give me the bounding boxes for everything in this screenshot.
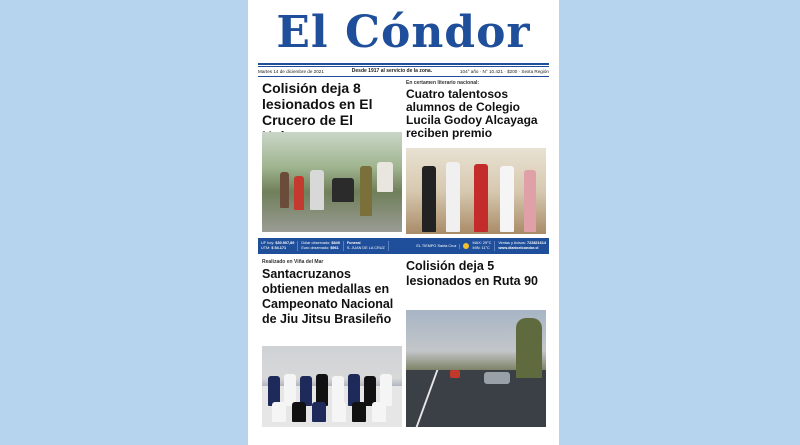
newspaper-front-page [248,0,559,445]
uf-value: $30.907,89 [275,241,295,245]
dateline [258,67,549,75]
contact-info [495,241,549,251]
dateline-motto: Desde 1917 al servicio de la zona. [351,68,433,74]
dolar-value: $849 [331,241,340,245]
info-bar [258,238,549,254]
weather-info [413,244,460,249]
dateline-date: Martes 14 de diciembre de 2021 [258,68,324,74]
utm-value: $ 54.171 [271,246,287,250]
masthead-rule [258,63,549,65]
story-2[interactable] [406,80,548,140]
sun-icon [463,243,469,249]
phone: 722821614 [526,241,546,245]
story-2-kicker: En certamen literario nacional: [406,80,480,86]
euro-value: $961 [330,246,339,250]
dateline-rule [258,76,549,77]
story-2-photo[interactable] [406,148,546,234]
story-1-headline[interactable]: Colisión deja 8 lesionados en El Crucero de El [262,80,373,128]
website[interactable]: www.diarioelcondor.cl [498,246,539,250]
story-3-photo[interactable] [262,346,402,427]
dolar-label: Dólar observado: [301,241,331,245]
euro-label: Euro observado: [301,246,330,250]
dateline-edition: 104° año · N° 10.421 · $200 · Sexta Región [460,68,549,74]
story-3-kicker: Realizado en Viña del Mar [262,259,324,265]
masthead [248,6,559,60]
story-1-photo[interactable] [262,132,402,232]
story-2-headline[interactable]: Cuatro talentosos alumnos de Colegio Lucila Godoy Alcayaga reciben premio [406,87,538,140]
weather-label: EL TIEMPO Santa Cruz [416,243,457,248]
indicators-1 [258,241,298,251]
ventas-label: Ventas y Avisos: [498,241,526,245]
funeral-info [344,241,389,251]
story-4-photo[interactable] [406,310,546,427]
funeral-label: Funeral [346,241,361,245]
story-3-headline[interactable]: Santacruzanos obtienen medallas en Campeonato Nacional de Jiu Jitsu Brasileño [262,267,394,326]
utm-label: UTM: [261,246,271,250]
story-4[interactable] [406,259,548,289]
story-4-headline[interactable]: Colisión deja 5 lesionados en Ruta 90 [406,259,538,288]
weather-max: MAX: 29°C [472,241,492,245]
funeral-place: S. JUAN DE LA CRUZ [346,246,385,250]
uf-label: UF hoy: [261,241,275,245]
indicators-2 [298,241,343,251]
masthead-title: El Cóndor [276,7,531,58]
story-3[interactable] [262,259,404,327]
weather-temps [460,241,495,251]
weather-min: MIN: 11°C [472,246,490,250]
